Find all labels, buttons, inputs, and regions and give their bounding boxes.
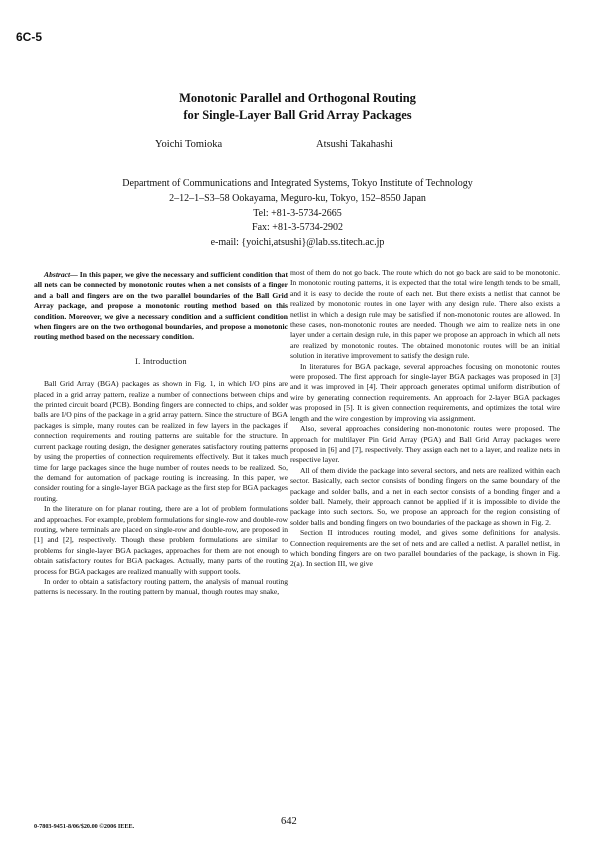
intro-paragraph-2: In the literature on for planar routing, there are a lot of problem formulations and approaches. For example, problem formulations for single-row and double-row routing, where terminals are placed on single-row and double-row, are proposed in [1] and [2], respectively. Though these problem formulations are similar to problems for single-layer BGA packages, approaches for them are not enough to obtain satisfactory routes for BGA packages. Actually, many parts of the routing process for BGA packages are realized manually with support tools. xyxy=(34,504,288,576)
paper-title-line1: Monotonic Parallel and Orthogonal Routing xyxy=(179,91,416,105)
affiliation-tel: Tel: +81-3-5734-2665 xyxy=(253,207,342,219)
affiliation-fax: Fax: +81-3-5734-2902 xyxy=(252,222,343,234)
copyright-notice: 0-7803-9451-8/06/$20.00 ©2006 IEEE. xyxy=(34,823,135,830)
right-paragraph-2: In literatures for BGA package, several approaches focusing on monotonic routes were proposed. The first approach for single-layer BGA packages was proposed in [3] and it was improved in [4]. Their approach generates optimal uniform distribution of wire by generating connection requirements. An approach for 2-layer BGA packages was proposed in [5]. It is given connection requirements, and optimizes the total wire length and the wire congestion by improving via assignment. xyxy=(290,361,560,423)
abstract xyxy=(34,270,288,343)
right-paragraph-1: most of them do not go back. The route which do not go back are said to be monotonic. In monotonic routing patterns, it is expected that the total wire length tends to be small, and it is easy to decide the route of each net. But there exists a netlist that cannot be realized by monotonic routes in one layer with any design rule. There also exists a netlist in which a design rule may be satisfied if non-monotonic routes are allowed. In these cases, non-monotonic routes are needed. Though we aim to realize nets in one layer under a certain design rule, in this paper we propose an approach in which all nets are realized by monotonic routes. The obtained monotonic routes will be an initial solution in iterative improvement to satisfy the design rule. xyxy=(290,268,560,361)
abstract-label: Abstract xyxy=(44,270,71,279)
intro-paragraph-1: Ball Grid Array (BGA) packages as shown in Fig. 1, in which I/O pins are placed in a grid array pattern, realize a number of connections between chips and the printed circuit board (PCB). Bonding fingers are connected to chips, and solder balls are I/O pins of the package in a grid array pattern. Since the structure of BGA packages is simple, many routes can be realized in few layers in the packages if connection requirements and routing patterns are suitable for the structure. In current package routing design, the designer generates satisfactory routing patterns by using the properties of connection requirements effectively. But it takes much time for large packages since the huge number of routes needs to be realized. So, the demand for automation of package routing is increasing. In this paper, we consider routing for a single-layer BGA package as the first step for BGA packages routing. xyxy=(34,379,288,503)
abstract-text: — In this paper, we give the necessary and sufficient condition that all nets can be connected by monotonic routes when a net consists of a finger and a ball and fingers are on the two parallel boundaries of the Ball Grid Array package, and propose a monotonic routing method based on this condition. Moreover, we give a necessary condition and a sufficient condition when fingers are on the two orthogonal boundaries, and propose a monotonic routing method based on the necessary condition. xyxy=(34,270,288,342)
session-label: 6C-5 xyxy=(16,30,43,44)
right-column xyxy=(290,268,560,570)
right-paragraph-4: All of them divide the package into several sectors, and nets are realized within each sector. Basically, each sector consists of bonding fingers on the same boundary of the package and solder balls, and a net in each sector consists of a bonding finger and a solder ball. Namely, their approach cannot be applied if it is impossible to divide the package into such sectors. So, we propose an approach for the region consisting of solder balls and bonding fingers on two boundaries of the package as shown in Fig. 2. xyxy=(290,465,560,527)
affiliation-department: Department of Communications and Integrated Systems, Tokyo Institute of Technology xyxy=(122,178,473,189)
author-1: Yoichi Tomioka xyxy=(155,139,223,150)
left-column xyxy=(34,270,288,598)
right-paragraph-3: Also, several approaches considering non-monotonic routes were proposed. The approach for multilayer Pin Grid Array (PGA) and Ball Grid Array packages were proposed in [6] and [7], respectively. They assign each net to a layer, and realize nets in respective layer. xyxy=(290,424,560,465)
right-paragraph-5: Section II introduces routing model, and gives some definitions for analysis. Connection requirements are the set of nets and are called a netlist. A parallel netlist, in which bonding fingers are on two parallel boundaries of the package, is shown in Fig. 2(a). In section III, we give xyxy=(290,528,560,569)
intro-paragraph-3: In order to obtain a satisfactory routing pattern, the analysis of manual routing patterns is necessary. In the routing pattern by manual, though routes may snake, xyxy=(34,576,288,597)
affiliation-email: e-mail: {yoichi,atsushi}@lab.ss.titech.ac.jp xyxy=(210,237,385,249)
affiliation-block xyxy=(0,177,595,251)
affiliation-address: 2–12–1–S3–58 Ookayama, Meguro-ku, Tokyo, 152–8550 Japan xyxy=(169,192,426,204)
paper-title-line2: for Single-Layer Ball Grid Array Packages xyxy=(183,108,412,122)
page-number: 642 xyxy=(281,816,297,827)
author-2: Atsushi Takahashi xyxy=(316,139,393,150)
section-heading-introduction: I. Introduction xyxy=(135,356,187,366)
